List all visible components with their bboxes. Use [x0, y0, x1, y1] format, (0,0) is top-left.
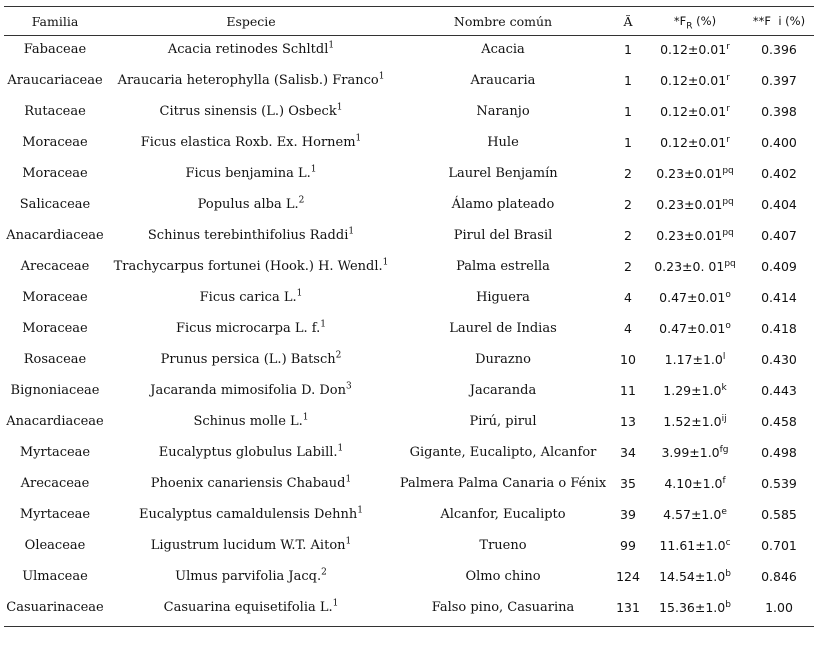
cell-fr-sup: r: [726, 41, 730, 52]
cell-especie-sup: 1: [337, 443, 344, 454]
cell-fi: 0.400: [761, 135, 797, 150]
cell-especie-sup: 1: [355, 133, 362, 144]
cell-fr-sup: r: [726, 134, 730, 145]
cell-fr-sup: k: [721, 382, 727, 393]
cell-n: 1: [624, 104, 632, 119]
cell-especie-name: Jacaranda mimosifolia D. Don: [150, 383, 346, 398]
cell-familia: Oleaceae: [24, 538, 86, 553]
cell-especie: [106, 507, 396, 522]
cell-especie: [106, 166, 396, 181]
cell-fr-value: 0.12±0.01: [660, 73, 727, 88]
table-row: [4, 501, 814, 532]
cell-especie-sup: 1: [320, 319, 326, 330]
cell-fr-value: 0.23±0.01: [656, 166, 723, 181]
cell-fr-sup: b: [725, 568, 731, 579]
cell-familia: Myrtaceae: [19, 507, 91, 522]
cell-especie: [106, 135, 396, 150]
cell-fi: 0.404: [761, 197, 797, 212]
header-n: Ã: [623, 13, 633, 29]
cell-especie-sup: 1: [332, 598, 339, 609]
cell-familia: Anacardiaceae: [6, 414, 104, 429]
cell-especie: [106, 414, 396, 429]
header-fi: **F i (%): [752, 14, 806, 28]
cell-especie: [106, 321, 396, 336]
cell-fr-value: 0.12±0.01: [660, 42, 727, 57]
cell-fr-value: 0.47±0.01: [659, 290, 726, 305]
cell-n: 124: [616, 569, 640, 584]
cell-especie-sup: 1: [345, 474, 352, 485]
cell-especie: [106, 445, 396, 460]
cell-especie-sup: 1: [378, 71, 385, 82]
cell-n: 10: [620, 352, 636, 367]
cell-nombre: Trueno: [479, 538, 527, 553]
header-nombre: Nombre común: [453, 13, 553, 29]
cell-especie: [106, 476, 396, 491]
header-especie: Especie: [226, 13, 276, 29]
cell-familia: Moraceae: [22, 290, 88, 305]
cell-fr-sup: b: [725, 599, 731, 610]
cell-especie-sup: 2: [321, 567, 327, 578]
cell-fr-value: 4.10±1.0: [664, 476, 723, 491]
cell-fr-sup: l: [722, 351, 726, 362]
cell-n: 2: [624, 166, 632, 181]
cell-n: 4: [624, 290, 632, 305]
cell-familia: Moraceae: [22, 166, 88, 181]
bottom-rule: [4, 626, 814, 627]
cell-fr-sup: pq: [722, 227, 734, 238]
cell-fr-value: 1.29±1.0: [663, 383, 722, 398]
table-row: [4, 253, 814, 284]
cell-especie-name: Schinus molle L.: [193, 414, 303, 429]
cell-fr-sup: o: [725, 289, 731, 300]
top-rule: [4, 6, 814, 7]
cell-fr: [646, 507, 744, 522]
cell-nombre: Naranjo: [476, 104, 530, 119]
cell-fi: 0.418: [761, 321, 797, 336]
cell-familia: Rutaceae: [24, 104, 86, 119]
cell-especie-name: Ficus benjamina L.: [185, 166, 311, 181]
table-row: [4, 98, 814, 129]
cell-n: 11: [620, 383, 636, 398]
cell-especie-name: Ulmus parvifolia Jacq.: [175, 569, 322, 584]
cell-fi: 0.398: [761, 104, 797, 119]
cell-fr: [646, 166, 744, 181]
cell-fr: [646, 383, 744, 398]
cell-especie: [106, 290, 396, 305]
cell-especie-sup: 1: [336, 102, 343, 113]
cell-especie-sup: 1: [310, 164, 317, 175]
cell-n: 34: [620, 445, 636, 460]
cell-especie-name: Ficus microcarpa L. f.: [175, 321, 321, 336]
cell-n: 2: [624, 259, 632, 274]
cell-fi: 0.397: [761, 73, 797, 88]
header-fr-sub: R: [686, 21, 693, 32]
table-row: [4, 594, 814, 625]
cell-fi: 0.539: [761, 476, 797, 491]
table-row: [4, 346, 814, 377]
cell-fr-value: 14.54±1.0: [659, 569, 726, 584]
cell-familia: Myrtaceae: [19, 445, 91, 460]
cell-especie: [106, 197, 396, 212]
cell-especie-name: Citrus sinensis (L.) Osbeck: [159, 104, 337, 119]
cell-especie: [106, 73, 396, 88]
cell-nombre: Olmo chino: [465, 569, 541, 584]
cell-especie-name: Ficus carica L.: [199, 290, 297, 305]
cell-familia: Araucariaceae: [7, 73, 103, 88]
cell-fr-value: 0.23±0.01: [656, 197, 723, 212]
cell-fr: [646, 104, 744, 119]
cell-fr: [646, 414, 744, 429]
cell-nombre: Alcanfor, Eucalipto: [440, 507, 566, 522]
table-row: [4, 563, 814, 594]
table-body: [4, 36, 814, 625]
cell-especie: [106, 352, 396, 367]
cell-fr: [646, 600, 744, 615]
cell-especie-name: Casuarina equisetifolia L.: [163, 600, 333, 615]
species-table: [4, 4, 814, 625]
cell-familia: Salicaceae: [19, 197, 91, 212]
cell-fr-sup: fg: [719, 444, 729, 455]
cell-n: 2: [624, 228, 632, 243]
cell-fr: [646, 569, 744, 584]
cell-especie: [106, 383, 396, 398]
table-header: [4, 8, 814, 34]
cell-n: 13: [620, 414, 636, 429]
cell-fr-value: 3.99±1.0: [661, 445, 720, 460]
cell-n: 99: [620, 538, 636, 553]
cell-fr-sup: pq: [724, 258, 736, 269]
cell-familia: Bignoniaceae: [10, 383, 100, 398]
header-fr-suffix: (%): [692, 14, 717, 28]
cell-especie-sup: 1: [302, 412, 309, 423]
table-row: [4, 129, 814, 160]
cell-fi: 0.430: [761, 352, 797, 367]
table-row: [4, 408, 814, 439]
cell-especie: [106, 42, 396, 57]
cell-nombre: Laurel Benjamín: [448, 166, 558, 181]
cell-nombre: Durazno: [475, 352, 531, 367]
cell-fr-value: 0.47±0.01: [659, 321, 726, 336]
cell-nombre: Pirul del Brasil: [453, 228, 553, 243]
cell-especie-sup: 2: [335, 350, 342, 361]
cell-especie: [106, 600, 396, 615]
table-row: [4, 36, 814, 67]
table-row: [4, 222, 814, 253]
cell-nombre: Jacaranda: [469, 383, 537, 398]
cell-fr: [646, 73, 744, 88]
cell-familia: Rosaceae: [23, 352, 87, 367]
cell-especie-sup: 1: [357, 505, 363, 516]
table-row: [4, 532, 814, 563]
table-row: [4, 67, 814, 98]
cell-fi: 0.443: [761, 383, 797, 398]
cell-especie: [106, 538, 396, 553]
cell-n: 1: [624, 42, 632, 57]
cell-fr-value: 15.36±1.0: [659, 600, 726, 615]
cell-fr: [646, 445, 744, 460]
cell-fr: [646, 290, 744, 305]
cell-nombre: Palmera Palma Canaria o Fénix: [399, 476, 607, 491]
cell-fi: 0.409: [761, 259, 797, 274]
cell-nombre: Falso pino, Casuarina: [431, 600, 575, 615]
cell-especie-sup: 2: [298, 195, 305, 206]
cell-fr: [646, 197, 744, 212]
cell-especie: [106, 259, 396, 274]
cell-nombre: Gigante, Eucalipto, Alcanfor: [409, 445, 597, 460]
cell-n: 35: [620, 476, 636, 491]
cell-fr-value: 0.23±0.01: [656, 228, 723, 243]
table-row: [4, 160, 814, 191]
cell-familia: Ulmaceae: [22, 569, 88, 584]
cell-fr-value: 0.23±0. 01: [654, 259, 725, 274]
cell-fr-sup: o: [725, 320, 731, 331]
cell-nombre: Álamo plateado: [451, 197, 555, 212]
cell-especie-name: Schinus terebinthifolius Raddi: [147, 228, 349, 243]
cell-fr: [646, 321, 744, 336]
cell-especie: [106, 104, 396, 119]
table-row: [4, 284, 814, 315]
cell-familia: Anacardiaceae: [6, 228, 104, 243]
cell-n: 1: [624, 73, 632, 88]
cell-familia: Fabaceae: [23, 42, 87, 57]
cell-fi: 1.00: [765, 600, 793, 615]
cell-fr-sup: f: [722, 475, 726, 486]
cell-fr-sup: r: [726, 103, 730, 114]
cell-fi: 0.701: [761, 538, 797, 553]
cell-fi: 0.402: [761, 166, 797, 181]
table-row: [4, 470, 814, 501]
cell-especie-sup: 1: [348, 226, 355, 237]
table-row: [4, 377, 814, 408]
cell-especie-name: Eucalyptus camaldulensis Dehnh: [139, 507, 358, 522]
cell-nombre: Palma estrella: [456, 259, 550, 274]
cell-especie-sup: 1: [345, 536, 352, 547]
cell-fr: [646, 538, 744, 553]
cell-especie: [106, 569, 396, 584]
header-fr-prefix: *F: [673, 14, 687, 28]
cell-fr-sup: pq: [722, 165, 734, 176]
cell-fr-value: 1.17±1.0: [664, 352, 723, 367]
cell-familia: Arecaceae: [20, 259, 90, 274]
cell-nombre: Higuera: [476, 290, 530, 305]
cell-fi: 0.498: [761, 445, 797, 460]
cell-especie-name: Acacia retinodes Schltdl: [167, 42, 329, 57]
cell-nombre: Araucaria: [470, 73, 536, 88]
cell-especie-sup: 1: [328, 40, 335, 51]
cell-fr-value: 4.57±1.0: [663, 507, 722, 522]
cell-especie-sup: 1: [296, 288, 303, 299]
table-row: [4, 191, 814, 222]
cell-n: 131: [616, 600, 640, 615]
cell-especie-name: Populus alba L.: [197, 197, 299, 212]
header-fr: [646, 14, 744, 32]
cell-especie-name: Ficus elastica Roxb. Ex. Hornem: [140, 135, 356, 150]
cell-nombre: Pirú, pirul: [469, 414, 537, 429]
cell-fi: 0.396: [761, 42, 797, 57]
cell-fr: [646, 352, 744, 367]
cell-fi: 0.407: [761, 228, 797, 243]
cell-especie-name: Trachycarpus fortunei (Hook.) H. Wendl.: [113, 259, 383, 274]
cell-nombre: Hule: [487, 135, 519, 150]
cell-nombre: Laurel de Indias: [449, 321, 557, 336]
table-row: [4, 315, 814, 346]
cell-fi: 0.846: [761, 569, 797, 584]
cell-especie-name: Ligustrum lucidum W.T. Aiton: [150, 538, 346, 553]
cell-n: 1: [624, 135, 632, 150]
cell-fr: [646, 228, 744, 243]
cell-especie: [106, 228, 396, 243]
cell-fr: [646, 259, 744, 274]
cell-n: 2: [624, 197, 632, 212]
cell-especie-name: Eucalyptus globulus Labill.: [158, 445, 338, 460]
cell-fr-sup: pq: [722, 196, 734, 207]
cell-familia: Casuarinaceae: [6, 600, 104, 615]
table-row: [4, 439, 814, 470]
cell-n: 4: [624, 321, 632, 336]
cell-fr-sup: e: [721, 506, 727, 517]
cell-fi: 0.414: [761, 290, 797, 305]
cell-familia: Moraceae: [22, 321, 88, 336]
cell-fr-sup: r: [726, 72, 730, 83]
cell-familia: Moraceae: [22, 135, 88, 150]
cell-fr-sup: ij: [721, 413, 727, 424]
cell-fi: 0.585: [761, 507, 797, 522]
cell-especie-sup: 3: [345, 381, 352, 392]
header-familia: Familia: [31, 13, 79, 29]
cell-fr: [646, 135, 744, 150]
cell-fr-value: 11.61±1.0: [659, 538, 726, 553]
cell-especie-name: Araucaria heterophylla (Salisb.) Franco: [117, 73, 379, 88]
cell-fr: [646, 42, 744, 57]
cell-especie-name: Phoenix canariensis Chabaud: [150, 476, 346, 491]
cell-especie-sup: 1: [382, 257, 389, 268]
cell-nombre: Acacia: [481, 42, 525, 57]
cell-fr-sup: c: [725, 537, 731, 548]
cell-familia: Arecaceae: [20, 476, 90, 491]
cell-n: 39: [620, 507, 636, 522]
cell-fr-value: 0.12±0.01: [660, 104, 727, 119]
cell-especie-name: Prunus persica (L.) Batsch: [160, 352, 336, 367]
cell-fr: [646, 476, 744, 491]
cell-fr-value: 1.52±1.0: [663, 414, 722, 429]
cell-fi: 0.458: [761, 414, 797, 429]
cell-fr-value: 0.12±0.01: [660, 135, 727, 150]
